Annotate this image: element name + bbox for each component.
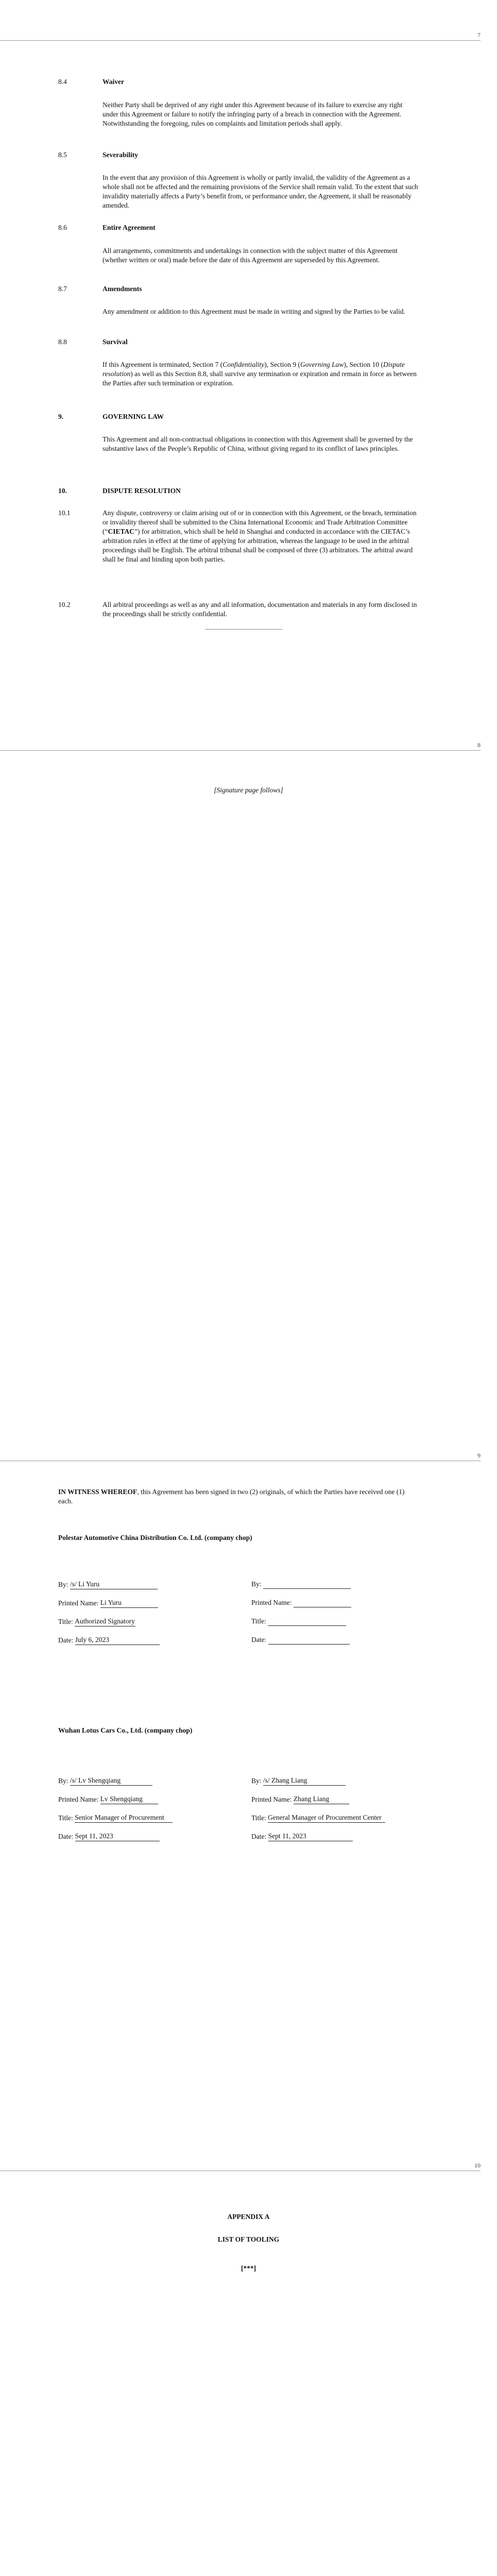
section-heading: Entire Agreement	[102, 224, 156, 231]
witness-paragraph	[58, 1487, 419, 1506]
section-text: All arbitral proceedings as well as any and all information, documentation and materials in any form disclosed in the proceedings shall be strictly confidential.	[102, 601, 417, 618]
title-label: Title:	[251, 1814, 266, 1822]
signature-field: /s/ Zhang Liang	[263, 1776, 346, 1786]
section-text	[102, 337, 419, 388]
signature-follows-note	[0, 786, 497, 795]
section-8-7	[58, 284, 419, 316]
printed-name-label: Printed Name:	[58, 1795, 99, 1803]
party-name: Polestar Automotive China Distribution Co. Ltd. (company chop)	[58, 1534, 252, 1541]
page-header-rule	[0, 750, 481, 751]
by-label: By:	[58, 1581, 68, 1588]
printed-name-field[interactable]	[294, 1600, 351, 1607]
witness-bold: IN WITNESS WHEREOF	[58, 1488, 138, 1496]
by-label: By:	[251, 1777, 262, 1785]
printed-name-field: Lv Shengqiang	[100, 1794, 158, 1804]
title-label: Title:	[58, 1618, 73, 1625]
page-number: 10	[474, 2162, 481, 2169]
date-field: July 6, 2023	[75, 1635, 160, 1645]
section-heading: Severability	[102, 151, 138, 159]
section-heading: DISPUTE RESOLUTION	[102, 487, 181, 495]
by-label: By:	[58, 1777, 68, 1785]
section-number: 8.6	[58, 224, 67, 231]
date-field: Sept 11, 2023	[75, 1832, 160, 1841]
section-number: 10.2	[58, 601, 71, 608]
title-label: Title:	[251, 1617, 266, 1625]
date-label: Date:	[58, 1833, 74, 1840]
text-run: Any dispute, controversy or claim arising out of or in connection with this Agreement, or the breach, termination or invalidity thereof shall be submitted to the China International Economic and Trade Arbitration Committee (“	[102, 509, 417, 536]
page-number: 9	[477, 1452, 481, 1459]
section-text	[102, 509, 419, 564]
title-field: Authorized Signatory	[75, 1617, 135, 1626]
section-heading: GOVERNING LAW	[102, 413, 164, 420]
signature-field: /s/ Lv Shengqiang	[70, 1776, 152, 1786]
section-number: 8.5	[58, 151, 67, 159]
section-heading: Survival	[102, 338, 128, 346]
section-number: 8.8	[58, 338, 67, 346]
section-text: Any amendment or addition to this Agreement must be made in writing and signed by the Parties to be valid.	[102, 308, 405, 315]
text-run-italic: Dispute resolution	[102, 361, 405, 378]
section-8-6	[58, 223, 419, 265]
section-number: 10.	[58, 487, 67, 495]
printed-name-label: Printed Name:	[251, 1795, 292, 1803]
text-run: ”) for arbitration, which shall be held in Shanghai and conducted in accordance with the CIETAC’s arbitration rules in effect at the time of applying for arbitration, whereas the language to be used in the arbitral proceedings shall be English. The arbitral tribunal shall be composed of three (3) arbitrators. The arbitral award shall be final and binding upon both parties.	[102, 528, 413, 564]
page-number: 8	[477, 741, 481, 749]
title-label: Title:	[58, 1814, 73, 1822]
section-10-1	[58, 509, 419, 564]
date-field: Sept 11, 2023	[268, 1832, 353, 1841]
section-heading: Waiver	[102, 78, 124, 86]
signature-block-party1-left	[58, 1580, 160, 1649]
section-number: 8.7	[58, 285, 67, 293]
signature-block-party1-right	[251, 1580, 351, 1649]
date-field[interactable]	[268, 1637, 350, 1645]
signature-field[interactable]	[263, 1582, 351, 1589]
signature-block-party2-right	[251, 1776, 385, 1845]
text-run: ) as well as this Section 8.8, shall survive any termination or expiration and remain in force as between the Parties after such termination or expiration.	[102, 370, 417, 387]
printed-name-label: Printed Name:	[58, 1599, 99, 1607]
printed-name-field: Zhang Liang	[294, 1794, 349, 1804]
section-10-2	[58, 600, 419, 619]
section-text: All arrangements, commitments and undertakings in connection with the subject matter of this Agreement (whether written or oral) made before the date of this Agreement are superseded by this Agreement.	[102, 247, 398, 264]
date-label: Date:	[251, 1833, 267, 1840]
section-text: This Agreement and all non-contractual obligations in connection with this Agreement shall be governed by the substantive laws of the People’s Republic of China, without giving regard to its conflict of laws principles.	[102, 435, 413, 453]
note-text: [Signature page follows]	[214, 786, 283, 794]
page-header-rule	[0, 40, 481, 41]
text-run-bold: CIETAC	[108, 528, 135, 536]
signature-block-party2-left	[58, 1776, 173, 1845]
page-number: 7	[477, 31, 481, 39]
section-8-5	[58, 150, 419, 210]
appendix-subtitle: LIST OF TOOLING	[217, 2235, 280, 2243]
by-label: By:	[251, 1580, 262, 1588]
text-run-italic: Confidentiality	[222, 361, 265, 368]
separator-line	[205, 629, 282, 630]
title-field: Senior Manager of Procurement	[75, 1813, 173, 1823]
signature-field: /s/ Li Yuru	[70, 1580, 158, 1589]
section-8-4	[58, 77, 419, 128]
section-heading: Amendments	[102, 285, 142, 293]
section-number: 9.	[58, 413, 64, 420]
redacted-placeholder: [***]	[241, 2264, 256, 2272]
title-field: General Manager of Procurement Center	[268, 1813, 385, 1823]
title-field[interactable]	[268, 1619, 346, 1626]
text-run: If this Agreement is terminated, Section 7 (	[102, 361, 223, 368]
section-number: 10.1	[58, 509, 71, 517]
date-label: Date:	[251, 1636, 267, 1643]
party-name: Wuhan Lotus Cars Co., Ltd. (company chop)	[58, 1726, 193, 1734]
section-9	[58, 412, 419, 453]
printed-name-label: Printed Name:	[251, 1599, 292, 1606]
text-run: ), Section 9 (	[264, 361, 300, 368]
appendix-title: APPENDIX A	[227, 2213, 270, 2221]
section-text: Neither Party shall be deprived of any right under this Agreement because of its failure to exercise any right under this Agreement or failure to notify the infringing party of a breach in connection with the Agreement. Notwithstanding the foregoing, rules on complaints and limitation periods shall apply.	[102, 101, 403, 128]
printed-name-field: Li Yuru	[100, 1598, 158, 1608]
section-number: 8.4	[58, 78, 67, 86]
section-8-8	[58, 337, 419, 388]
text-run-italic: Governing Law	[300, 361, 344, 368]
text-run: ), Section 10 (	[344, 361, 383, 368]
section-text: In the event that any provision of this Agreement is wholly or partly invalid, the validity of the Agreement as a whole shall not be affected and the remaining provisions of the Service shall remain valid. To the extent that such invalidity materially affects a Party’s benefit from, or performance under, the Agreement, it shall be reasonably amended.	[102, 174, 418, 210]
date-label: Date:	[58, 1636, 74, 1644]
witness-text: , this Agreement has been signed in two (2) originals, of which the Parties have received one (1) each.	[58, 1488, 405, 1505]
